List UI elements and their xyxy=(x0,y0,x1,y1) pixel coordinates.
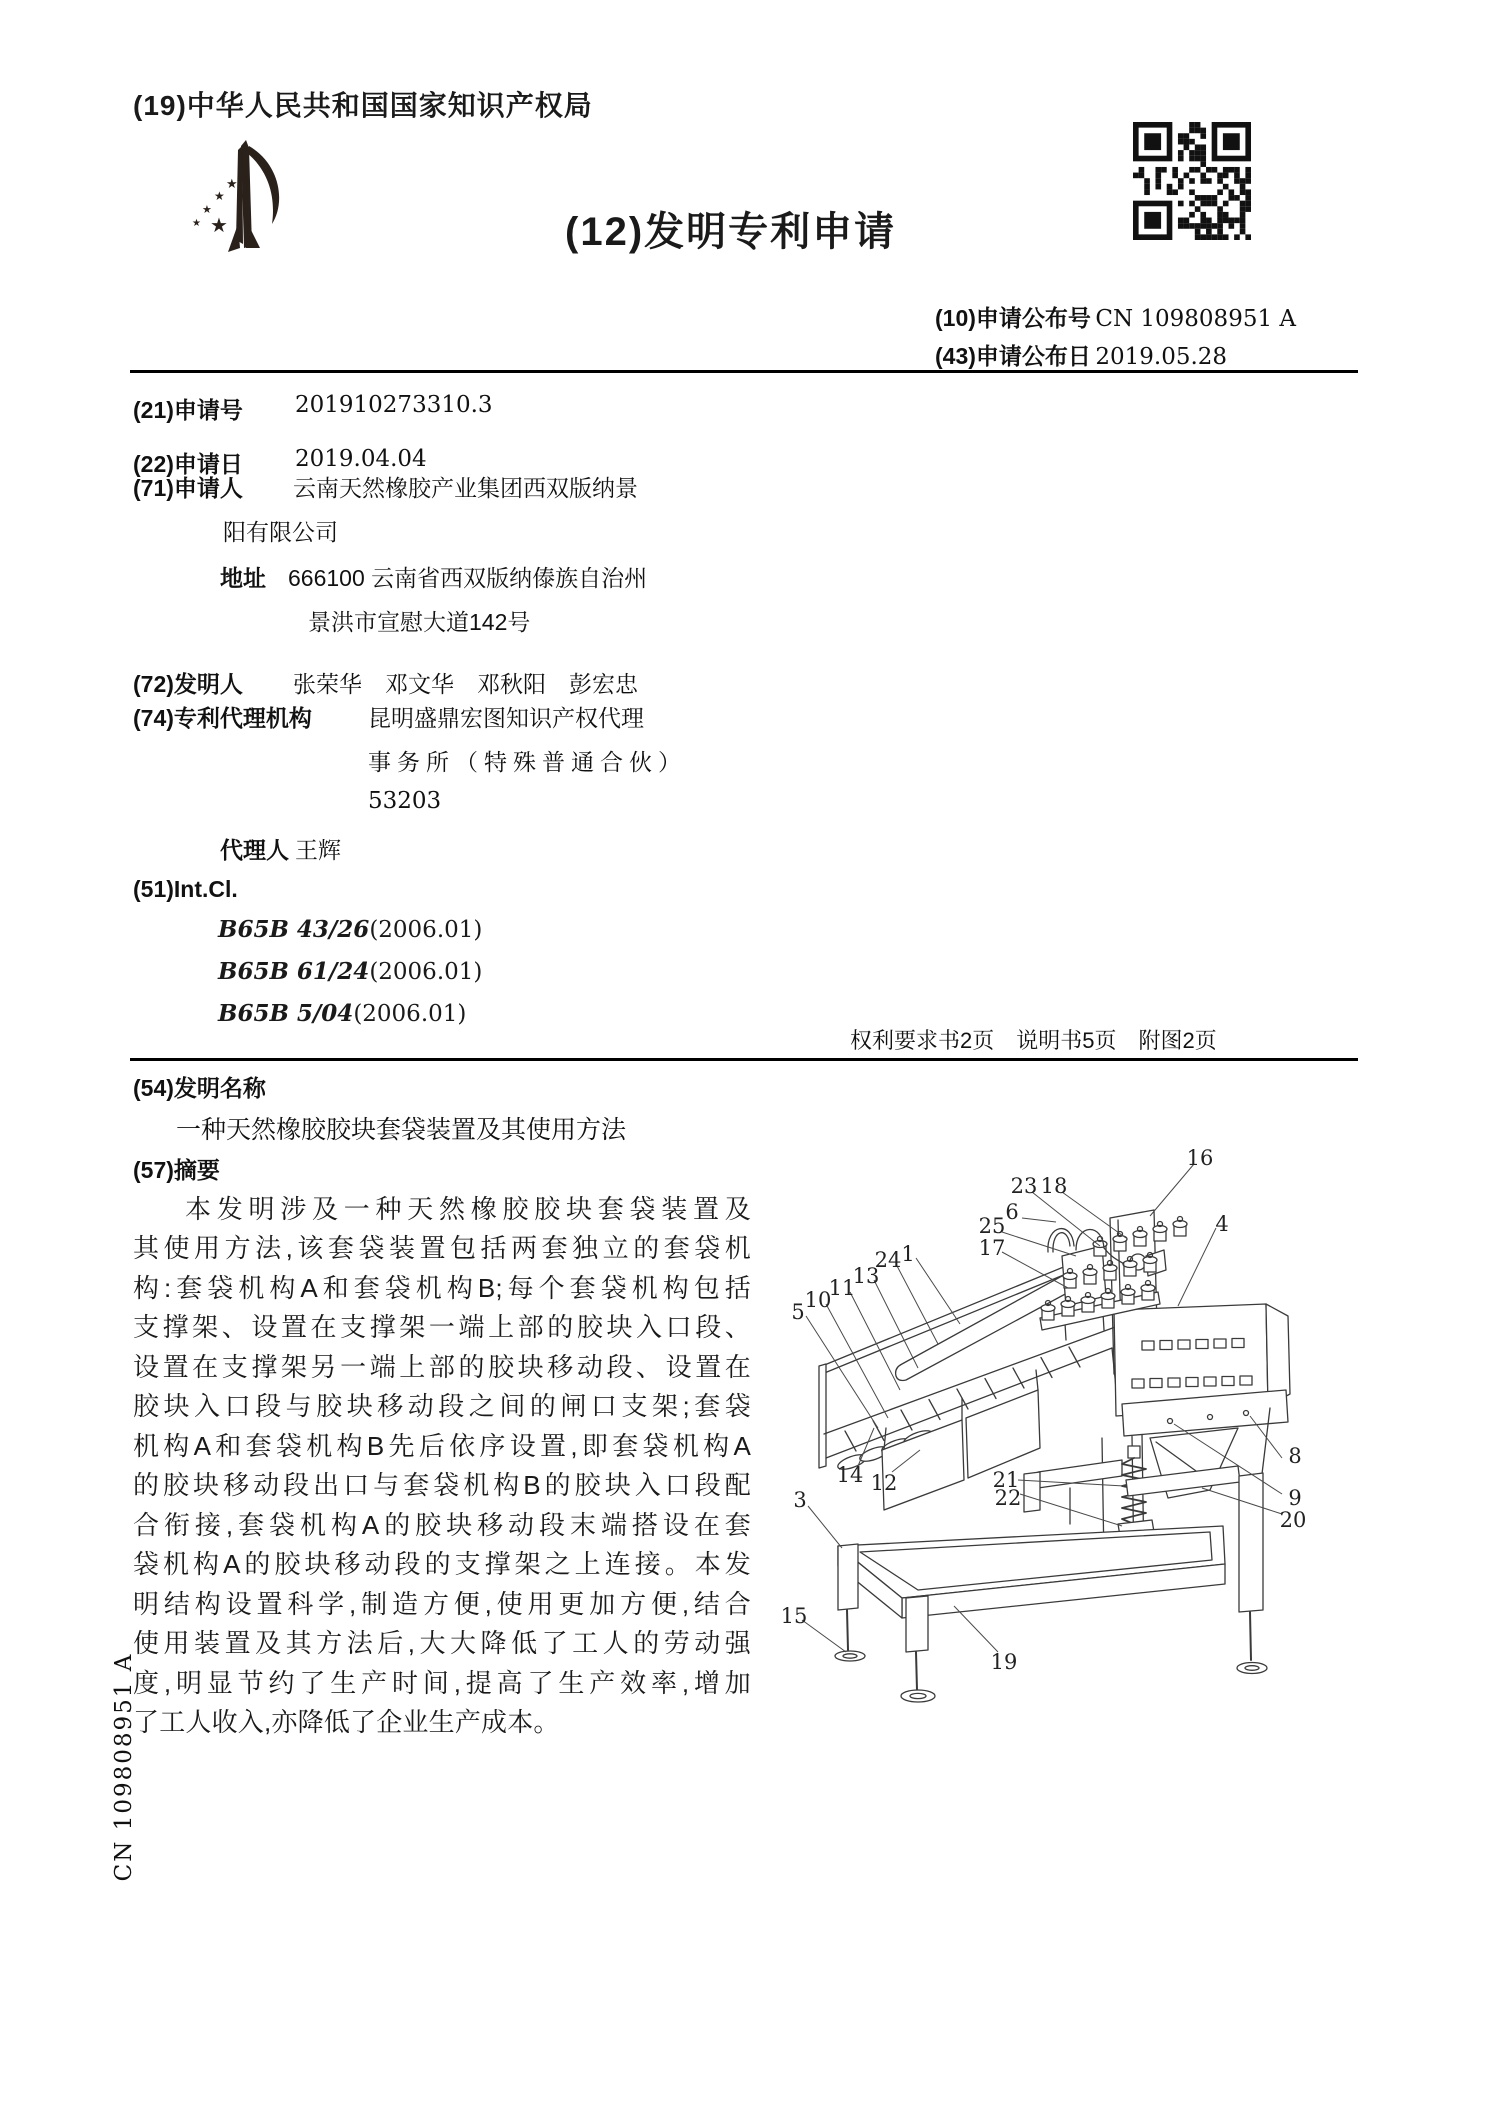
invention-title-label: (54)发明名称 xyxy=(133,1075,266,1101)
figure-callout: 22 xyxy=(994,1486,1022,1510)
intcl-code-row xyxy=(218,1000,466,1027)
figure-callout: 14 xyxy=(836,1463,864,1487)
figure-right-post xyxy=(1239,1473,1263,1612)
pub-date-label: (43)申请公布日 xyxy=(935,343,1091,369)
intcl-version: (2006.01) xyxy=(369,959,483,985)
abstract-line: 胶块入口段与胶块移动段之间的闸口支架;套袋 xyxy=(133,1391,751,1421)
figure-callout: 25 xyxy=(978,1214,1006,1238)
figure-callout: 17 xyxy=(978,1236,1006,1260)
intcl-code-row xyxy=(218,958,482,985)
figure-callout: 20 xyxy=(1279,1508,1307,1532)
abstract-line: 设置在支撑架另一端上部的胶块移动段、设置在 xyxy=(133,1352,751,1382)
inventors-value: 张荣华 邓文华 邓秋阳 彭宏忠 xyxy=(293,671,638,697)
figure-callout: 16 xyxy=(1186,1146,1214,1170)
figure-callout: 24 xyxy=(874,1248,902,1272)
logo-foot-left xyxy=(228,224,240,252)
mid-rule xyxy=(130,1058,1358,1061)
applicant-line1: 云南天然橡胶产业集团西双版纳景 xyxy=(293,475,638,501)
figure-callout: 9 xyxy=(1288,1486,1302,1510)
inventors-label: (72)发明人 xyxy=(133,671,243,697)
abstract-line: 使用装置及其方法后,大大降低了工人的劳动强 xyxy=(133,1628,751,1658)
side-publication-code: CN 109808951 A xyxy=(111,1652,137,1882)
figure-callout: 8 xyxy=(1288,1444,1302,1468)
pub-no-value: CN 109808951 A xyxy=(1095,306,1297,332)
intcl-code-row xyxy=(218,916,482,943)
abstract-line: 度,明显节约了生产时间,提高了生产效率,增加 xyxy=(133,1668,751,1698)
app-date-value: 2019.04.04 xyxy=(295,446,427,472)
figure-callout: 15 xyxy=(780,1604,808,1628)
agent-value: 王辉 xyxy=(295,837,341,863)
logo-star: ★ xyxy=(192,218,201,229)
header-rule xyxy=(130,370,1358,373)
abstract-line: 了工人收入,亦降低了企业生产成本。 xyxy=(133,1707,560,1737)
abstract-line: 袋机构A的胶块移动段的支撑架之上连接。本发 xyxy=(133,1549,751,1579)
address-label: 地址 xyxy=(220,565,266,591)
figure-callout: 18 xyxy=(1040,1174,1068,1198)
figure-callout: 19 xyxy=(990,1650,1018,1674)
logo-star: ★ xyxy=(226,177,238,192)
figure-callout: 23 xyxy=(1010,1174,1038,1198)
logo-star: ★ xyxy=(202,203,212,216)
intcl-label: (51)Int.Cl. xyxy=(133,876,238,902)
intcl-code: B65B 43/26 xyxy=(218,916,370,943)
invention-title: 一种天然橡胶胶块套袋装置及其使用方法 xyxy=(176,1116,627,1144)
logo-star: ★ xyxy=(214,189,225,203)
application-number-row xyxy=(133,392,493,425)
applicant-label: (71)申请人 xyxy=(133,475,243,501)
figure-callout: 4 xyxy=(1215,1212,1229,1236)
abstract-line: 的胶块移动段出口与套袋机构B的胶块入口段配 xyxy=(133,1470,751,1500)
abstract-line: 支撑架、设置在支撑架一端上部的胶块入口段、 xyxy=(133,1312,751,1342)
agency-line2: 事务所（特殊普通合伙） xyxy=(368,749,687,775)
figure-callout: 6 xyxy=(1005,1200,1019,1224)
abstract-line: 本发明涉及一种天然橡胶胶块套袋装置及 xyxy=(185,1194,751,1224)
address-line1: 666100 云南省西双版纳傣族自治州 xyxy=(288,565,648,591)
logo-foot-right xyxy=(246,224,260,248)
pub-no-label: (10)申请公布号 xyxy=(935,305,1091,331)
app-no-label: (21)申请号 xyxy=(133,397,243,423)
intcl-code: B65B 61/24 xyxy=(218,958,370,985)
logo-crescent xyxy=(246,146,279,224)
logo-star: ★ xyxy=(210,213,228,237)
address-line2: 景洪市宣慰大道142号 xyxy=(308,609,531,635)
intcl-version: (2006.01) xyxy=(369,917,483,943)
cnipa-logo xyxy=(186,140,302,292)
app-no-value: 201910273310.3 xyxy=(295,392,493,418)
qr-code xyxy=(1133,122,1251,240)
figure-callout: 10 xyxy=(804,1288,832,1312)
pages-info: 权利要求书2页 说明书5页 附图2页 xyxy=(850,1028,1217,1053)
doc-type-title: (12)发明专利申请 xyxy=(565,210,897,254)
patent-figure xyxy=(770,1128,1390,1748)
publication-number-row xyxy=(935,300,1296,333)
abstract-label: (57)摘要 xyxy=(133,1157,220,1183)
figure-callout: 3 xyxy=(793,1488,807,1512)
abstract-line: 构:套袋机构A和套袋机构B;每个套袋机构包括 xyxy=(133,1273,751,1303)
figure-callout: 5 xyxy=(791,1300,805,1324)
publication-date-row xyxy=(935,338,1227,371)
agency-line3: 53203 xyxy=(368,788,442,814)
abstract-line: 机构A和套袋机构B先后依序设置,即套袋机构A xyxy=(133,1431,751,1461)
app-date-label: (22)申请日 xyxy=(133,451,243,477)
abstract-line: 合衔接,套袋机构A的胶块移动段末端搭设在套 xyxy=(133,1510,751,1540)
figure-callout: 12 xyxy=(870,1471,898,1495)
figure-callout: 13 xyxy=(852,1264,880,1288)
abstract-line: 明结构设置科学,制造方便,使用更加方便,结合 xyxy=(133,1589,751,1619)
pub-date-value: 2019.05.28 xyxy=(1095,344,1228,370)
issuing-office: (19)中华人民共和国国家知识产权局 xyxy=(133,90,593,121)
figure-side-panel xyxy=(966,1390,1040,1478)
figure-callout: 1 xyxy=(901,1242,915,1266)
abstract-line: 其使用方法,该套袋装置包括两套独立的套袋机 xyxy=(133,1233,751,1263)
intcl-version: (2006.01) xyxy=(353,1001,467,1027)
applicant-line2: 阳有限公司 xyxy=(223,519,338,545)
agency-line1: 昆明盛鼎宏图知识产权代理 xyxy=(368,705,644,731)
figure-callout: 11 xyxy=(828,1276,856,1300)
intcl-code: B65B 5/04 xyxy=(218,1000,354,1027)
figure-callout: 21 xyxy=(992,1468,1020,1492)
agent-label: 代理人 xyxy=(220,837,289,863)
agency-label: (74)专利代理机构 xyxy=(133,705,312,731)
